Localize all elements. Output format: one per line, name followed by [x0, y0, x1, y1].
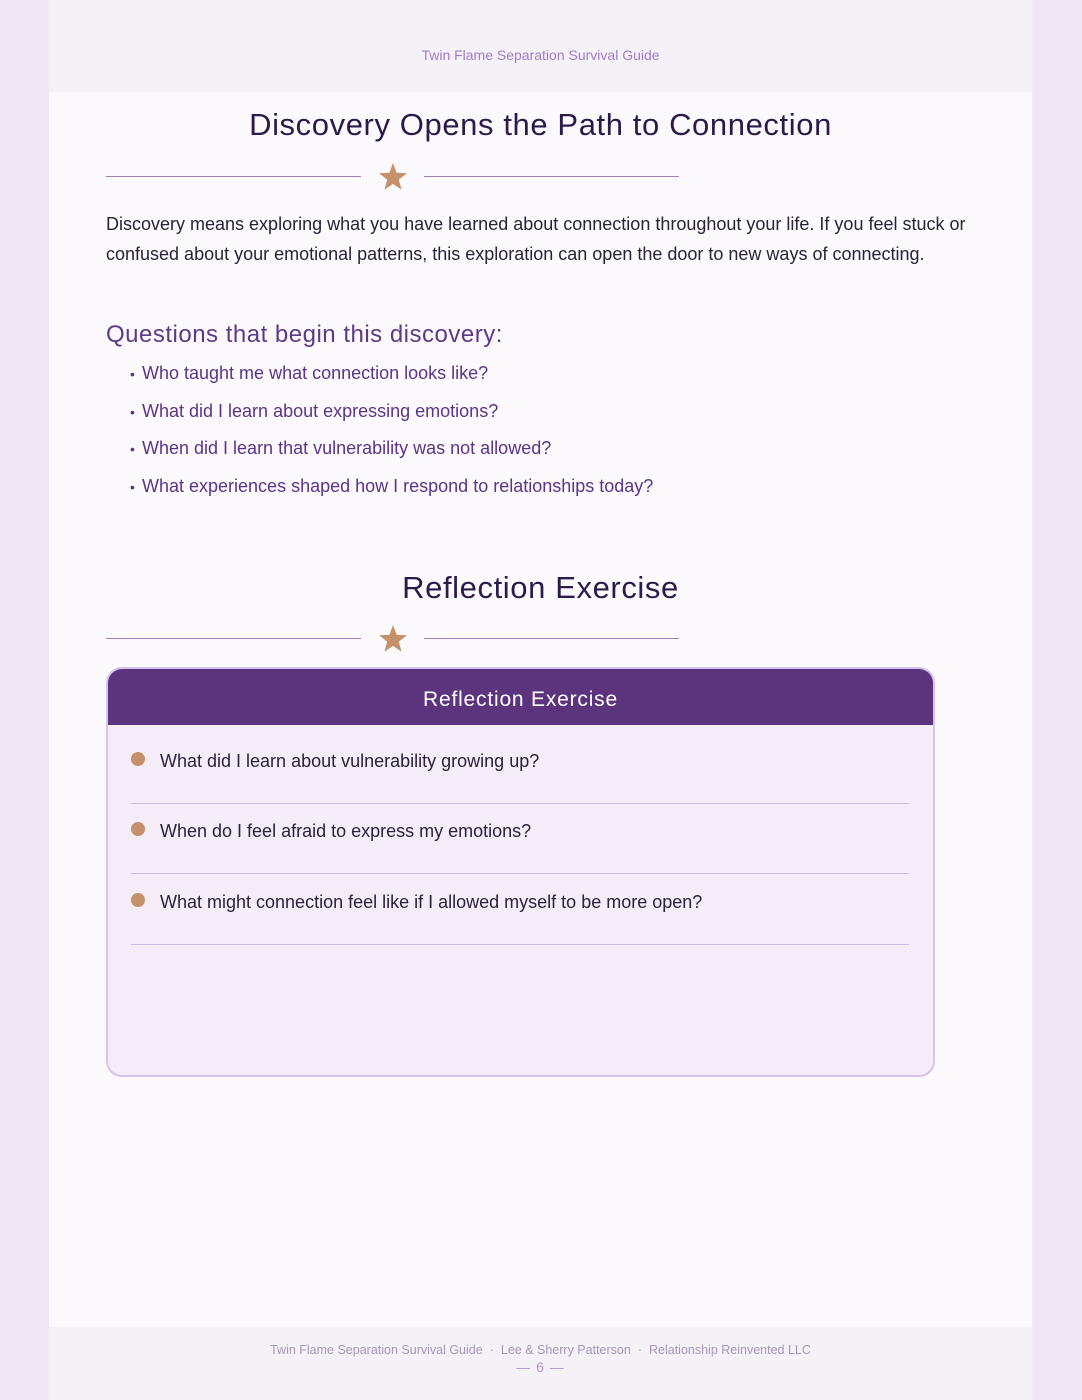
footer-book-title: Twin Flame Separation Survival Guide [270, 1343, 483, 1357]
right-margin-strip [1033, 0, 1082, 1400]
page-footer [49, 1327, 1032, 1400]
reflection-prompt-text: What did I learn about vulnerability growing up? [160, 751, 540, 771]
running-header-title: Twin Flame Separation Survival Guide [421, 47, 660, 63]
section-title-discovery: Discovery Opens the Path to Connection [249, 107, 832, 142]
question-text: What did I learn about expressing emotions? [142, 400, 499, 421]
question-text: When did I learn that vulnerability was not allowed? [142, 438, 552, 458]
ornamental-divider [106, 624, 679, 654]
footer-company: Relationship Reinvented LLC [648, 1343, 811, 1357]
bullet-dot-icon [131, 893, 145, 907]
document-page [49, 0, 1032, 1400]
ornamental-divider [106, 162, 679, 192]
bullet-icon: • [130, 478, 135, 495]
reflection-prompt-text: When do I feel afraid to express my emotions? [160, 821, 532, 841]
reflection-card [106, 667, 935, 1077]
question-text: What experiences shaped how I respond to relationships today? [142, 475, 654, 496]
bullet-dot-icon [131, 822, 145, 836]
footer-credits [49, 1343, 1032, 1357]
bullet-icon: • [130, 441, 135, 457]
page-header [49, 0, 1032, 92]
section-title-reflection: Reflection Exercise [402, 570, 679, 605]
question-text: Who taught me what connection looks like? [142, 363, 489, 383]
divider-rule-right [424, 176, 679, 177]
star-icon [378, 162, 408, 192]
bullet-icon: • [130, 403, 135, 420]
footer-separator: · [637, 1343, 642, 1357]
divider-rule-right [424, 638, 679, 639]
reflection-prompt [131, 733, 909, 804]
questions-list [130, 363, 653, 513]
intro-paragraph: Discovery means exploring what you have learned about connection throughout your life. If you feel stuck or confused about your emotional patterns, this exploration can open the door to new ways of connecting. [106, 214, 966, 264]
list-item [130, 401, 653, 439]
reflection-prompt-text: What might connection feel like if I allowed myself to be more open? [160, 892, 703, 912]
bullet-icon: • [130, 366, 135, 382]
list-item [130, 476, 653, 514]
reflection-prompt [131, 874, 909, 945]
divider-rule-left [106, 176, 361, 177]
divider-rule-left [106, 638, 361, 639]
page-number: — 6 — [516, 1359, 565, 1375]
footer-authors: Lee & Sherry Patterson [500, 1343, 631, 1357]
questions-heading: Questions that begin this discovery: [106, 321, 503, 348]
left-margin-strip [0, 0, 49, 1400]
star-icon [378, 624, 408, 654]
list-item [130, 438, 653, 476]
reflection-prompt [131, 803, 909, 874]
footer-separator: · [489, 1343, 494, 1357]
bullet-dot-icon [131, 752, 145, 766]
reflection-card-title: Reflection Exercise [108, 669, 933, 725]
list-item [130, 363, 653, 401]
